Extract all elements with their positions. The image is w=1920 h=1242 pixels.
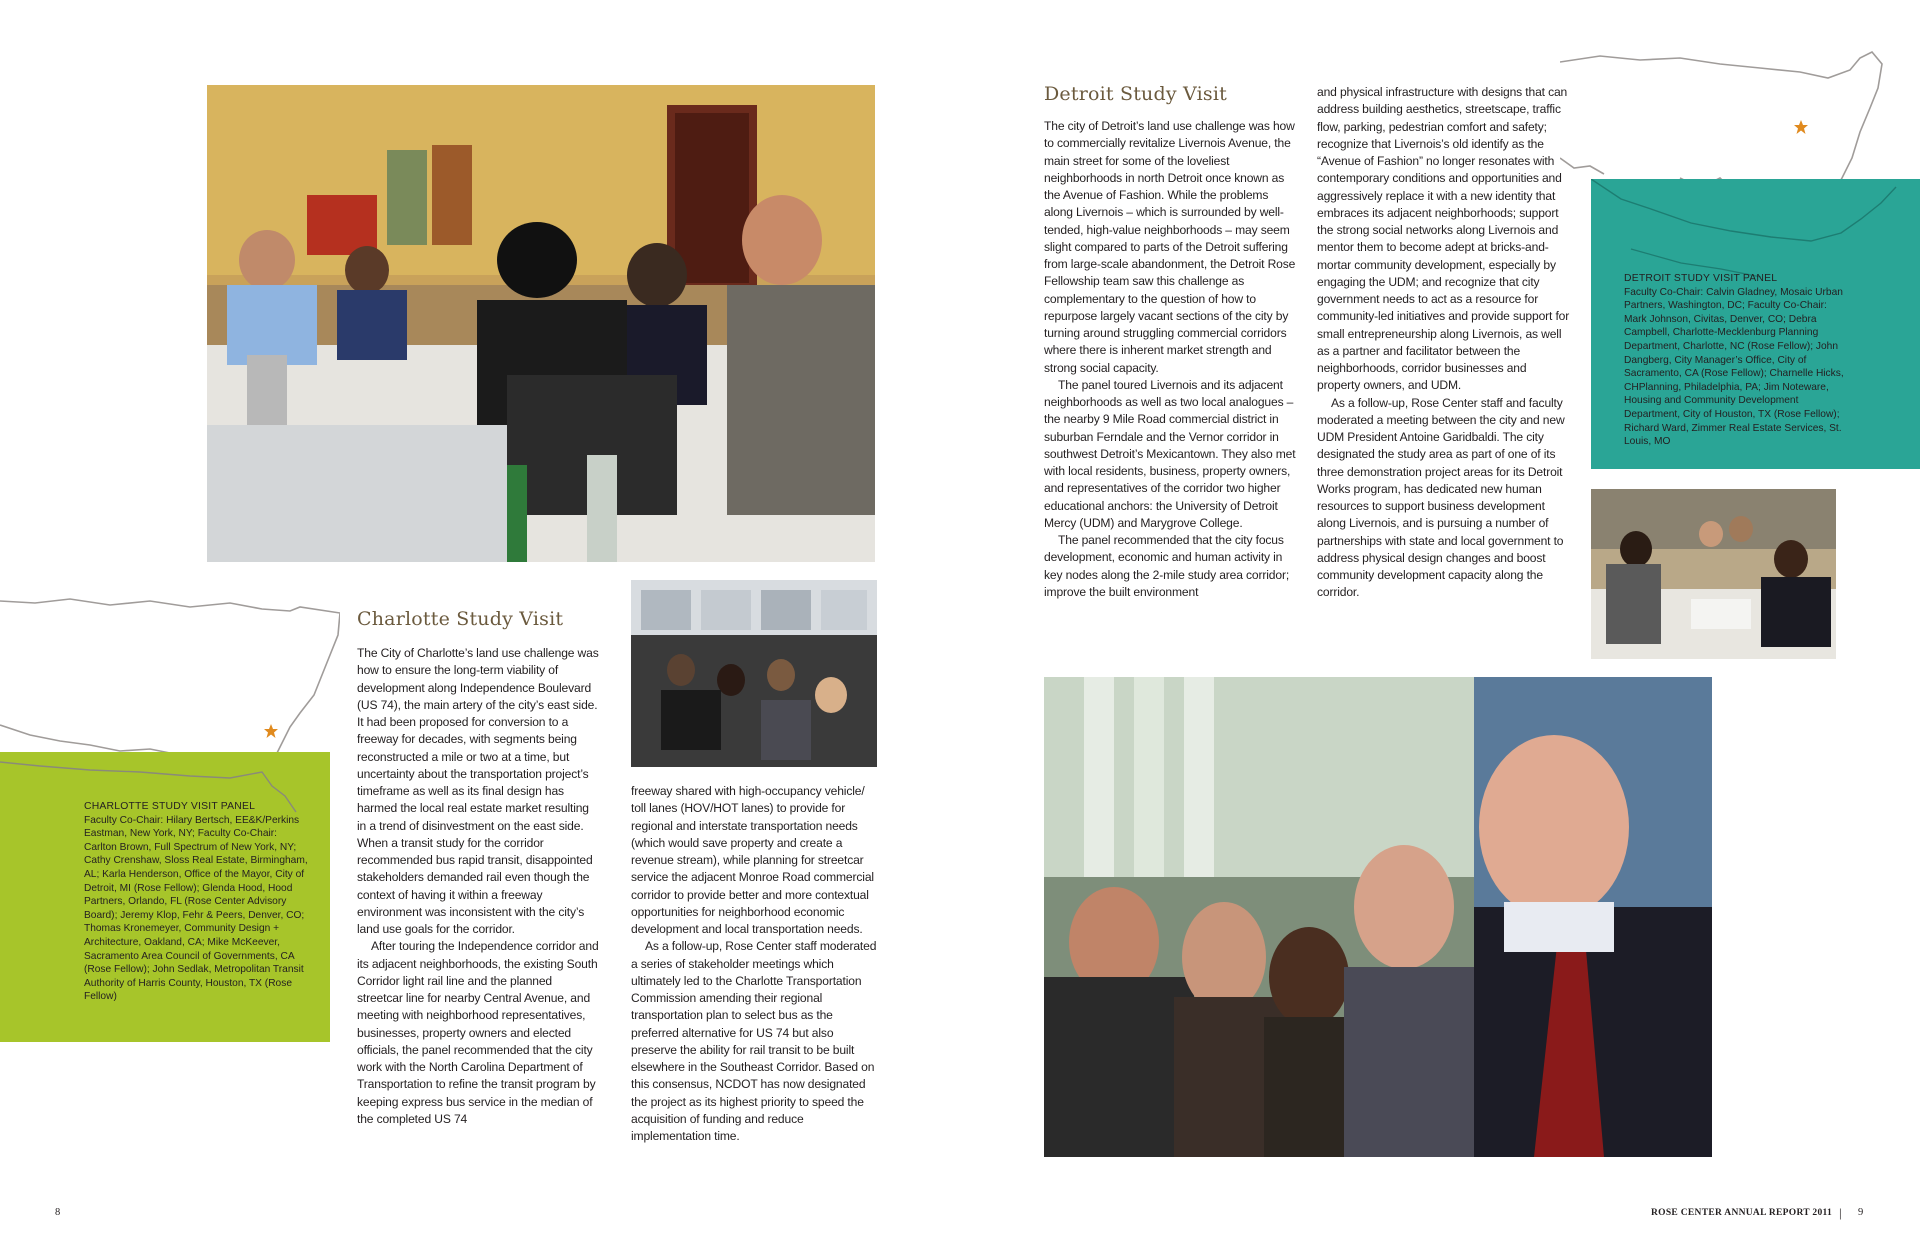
detroit-panel-body: Faculty Co-Chair: Calvin Gladney, Mosaic Urban Partners, Washington, DC; Faculty Co-Chair: Mark Johnson, Civitas, Denver, CO; Debra Campbell, Charlotte-Mecklenburg Planning Department, Charlotte, NC (Rose Fellow); John Dangberg, City Manager’s Office, City of Sacramento, CA (Rose Fellow); Charnelle Hicks, CHPlanning, Philadelphia, PA; Jim Noteware, Housing and Community Development Department, City of Houston, TX (Rose Fellow); Richard Ward, Zimmer Real Estate Services, St. Louis, MO <box>1624 286 1844 448</box>
detroit-col1-para-2: The panel toured Livernois and its adjacent neighborhoods as well as two local analogues – the nearby 9 Mile Road commercial district in suburban Ferndale and the Vernor corridor in southwest Detroit’s Mexicantown. They also met with local residents, business, property owners, and representatives of the corridor two higher educational anchors: the University of Detroit Mercy (UDM) and Marygrove College. <box>1044 377 1296 530</box>
detroit-col1-para-1: The city of Detroit’s land use challenge was how to commercially revitalize Livernois Avenue, the main street for some of the loveliest neighborhoods in north Detroit once known as the Avenue of Fashion. While the problems along Livernois – which is surrounded by well-tended, high-value neighborhoods – may seem slight compared to parts of the Detroit suffering from large-scale abandonment, the Detroit Rose Fellowship team saw this challenge as complementary to the question of how to repurpose largely vacant sections of the city by turning around struggling commercial corridors where there is inherent market strength and strong social capacity. <box>1044 119 1296 375</box>
detroit-col1-para-3: The panel recommended that the city focus development, economic and human activity in key nodes along the 2-mile study area corridor; improve the built environment <box>1044 533 1290 599</box>
charlotte-col2-para-1: freeway shared with high-occupancy vehicle/ toll lanes (HOV/HOT lanes) to provide for regional and interstate transportation needs (which would save property and create a revenue stream), while planning for streetcar service the adjacent Monroe Road commercial corridor to provide better and more contextual opportunities for neighborhood economic development and local transportation needs. <box>631 784 874 936</box>
detroit-column-1 <box>1044 118 1296 601</box>
right-page-number: 9 <box>1858 1207 1864 1218</box>
detroit-heading: Detroit Study Visit <box>1044 83 1227 105</box>
detroit-star-icon <box>1793 119 1809 135</box>
charlotte-col2-para-2: As a follow-up, Rose Center staff moderated a series of stakeholder meetings which ultimately led to the Charlotte Transportation Commission amending their regional transportation plan to select bus as the preferred alternative for US 74 but also preserve the ability for rail transit to be built elsewhere in the Southeast Corridor. Based on this consensus, NCDOT has now designated the project as its highest priority to speed the acquisition of funding and reduce implementation time. <box>631 939 877 1143</box>
charlotte-column-2 <box>631 783 881 1145</box>
charlotte-col1-para-2: After touring the Independence corridor and its adjacent neighborhoods, the existing South Corridor light rail line and the planned streetcar line for nearby Central Avenue, and meeting with neighborhood representatives, businesses, property owners and elected officials, the panel recommended that the city work with the North Carolina Department of Transportation to refine the transit program by keeping express bus service in the median of the completed US 74 <box>357 939 599 1126</box>
photo-charlotte-bus <box>631 580 877 767</box>
detroit-panel <box>1624 272 1846 449</box>
charlotte-heading: Charlotte Study Visit <box>357 608 564 630</box>
charlotte-panel-body: Faculty Co-Chair: Hilary Bertsch, EE&K/Perkins Eastman, New York, NY; Faculty Co-Chair: Carlton Brown, Full Spectrum of New York, NY; Cathy Crenshaw, Sloss Real Estate, Birmingham, AL; Karla Henderson, Office of the Mayor, City of Detroit, MI (Rose Fellow); Glenda Hood, Hood Partners, Orlando, FL (Rose Center Advisory Board); Jeremy Klop, Fehr & Peers, Denver, CO; Thomas Kronemeyer, Community Design + Architecture, Oakland, CA; Mike McKeever, Sacramento Area Council of Governments, CA (Rose Fellow); John Sedlak, Metropolitan Transit Authority of Harris County, Houston, TX (Rose Fellow) <box>84 814 308 1003</box>
charlotte-col1-para-1: The City of Charlotte’s land use challenge was how to ensure the long-term viability of development along Independence Boulevard (US 74), the main artery of the city’s east side. It had been proposed for conversion to a freeway for decades, with segments being reconstructed a mile or two at a time, but uncertainty about the transportation project’s timeframe as well as its final design has harmed the local real estate market resulting in a trend of disinvestment on the east side. When a transit study for the corridor recommended bus rapid transit, disappointed stakeholders demanded rail even though the context of having it within a freeway environment was inconsistent with the city’s land use goals for the corridor. <box>357 646 599 936</box>
charlotte-star-icon <box>263 723 279 739</box>
detroit-column-2 <box>1317 84 1571 602</box>
detroit-col2-para-2: As a follow-up, Rose Center staff and faculty moderated a meeting between the city and new UDM President Antoine Garidbaldi. The city designated the study area as part of one of its three demonstration project areas for its Detroit Works program, has dedicated new human resources to support business development along Livernois, and is pursuing a number of partnerships with state and local government to address physical design changes and boost community development capacity along the corridor. <box>1317 395 1565 600</box>
charlotte-panel-title: CHARLOTTE STUDY VISIT PANEL <box>84 801 256 812</box>
footer-separator: | <box>1839 1205 1842 1220</box>
photo-detroit-audience <box>1044 677 1712 1157</box>
detroit-panel-title: DETROIT STUDY VISIT PANEL <box>1624 273 1778 284</box>
charlotte-column-1 <box>357 645 599 1128</box>
detroit-col2-para-1: and physical infrastructure with designs that can address building aesthetics, streetscape, traffic flow, parking, pedestrian comfort and safety; recognize that Livernois’s old identify as the “Avenue of Fashion” no longer resonates with contemporary conditions and opportunities and aggressively replace it with a new identity that embraces its adjacent neighborhoods; support the strong social networks along Livernois and mentor them to become adept at bricks-and-mortar community development, especially by engaging the UDM; and recognize that city government needs to act as a resource for community-led initiatives and provide support for small entrepreneurship along Livernois, as well as a partner and facilitator between the neighborhoods, corridor businesses and property owners, and UDM. <box>1317 85 1570 393</box>
report-title: ROSE CENTER ANNUAL REPORT 2011 <box>1651 1208 1833 1218</box>
photo-detroit-meeting <box>1591 489 1836 659</box>
photo-charlotte-meeting <box>207 85 875 562</box>
charlotte-panel <box>84 800 312 1004</box>
left-page-number: 8 <box>55 1207 61 1218</box>
